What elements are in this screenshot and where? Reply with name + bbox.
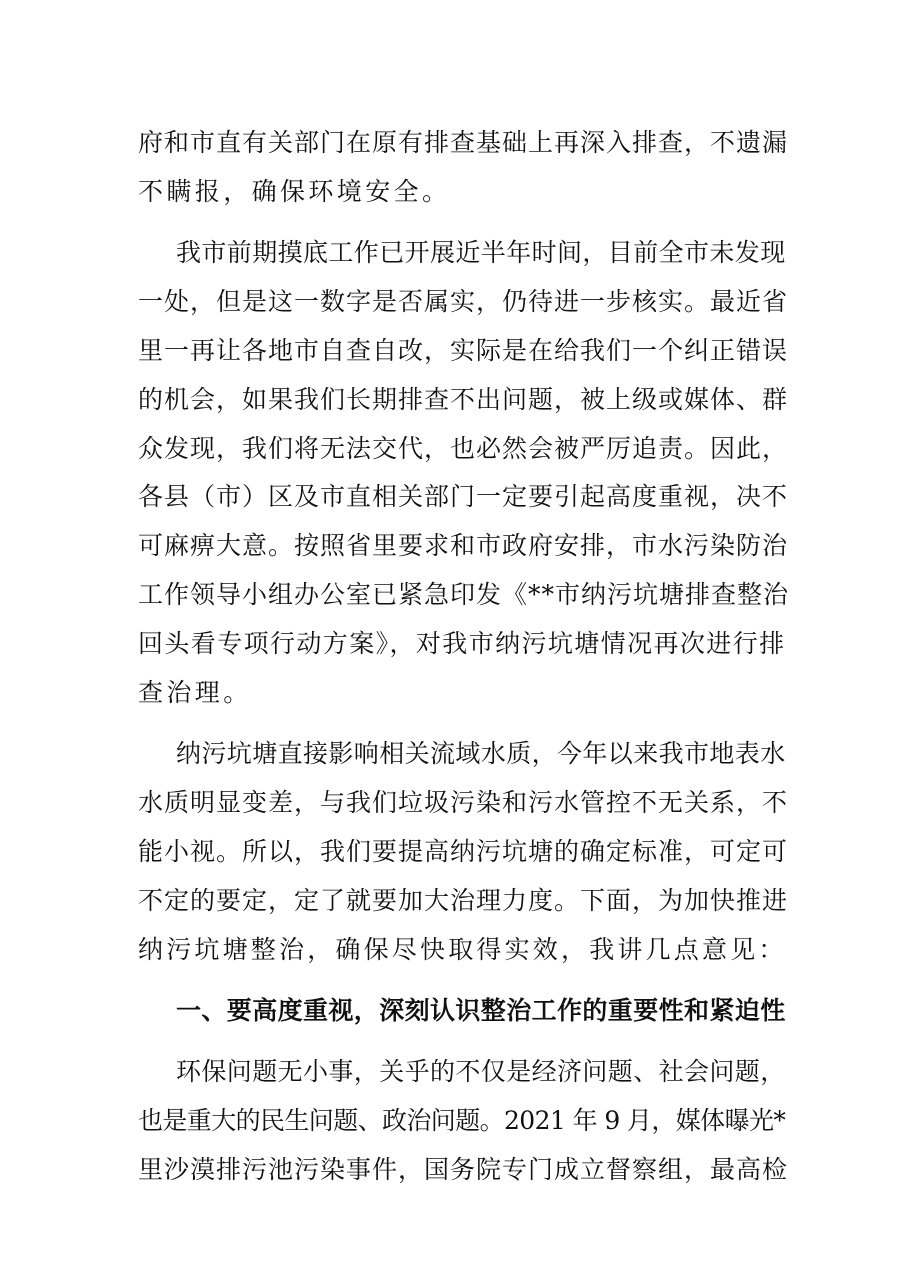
paragraph-line: 环保问题无小事，关乎的不仅是经济问题、社会问题， <box>176 1057 786 1086</box>
section-heading: 一、要高度重视，深刻认识整治工作的重要性和紧迫性 <box>176 996 786 1025</box>
paragraph-line: 能小视。所以，我们要提高纳污坑塘的确定标准，可定可 <box>138 837 789 866</box>
paragraph-line: 工作领导小组办公室已紧急印发《**市纳污坑塘排查整治 <box>138 580 790 609</box>
paragraph-line: 里一再让各地市自查自改，实际是在给我们一个纠正错误 <box>138 336 789 365</box>
paragraph-line: 水质明显变差，与我们垃圾污染和污水管控不无关系，不 <box>138 788 789 817</box>
paragraph-line: 纳污坑塘直接影响相关流域水质，今年以来我市地表水 <box>176 739 786 768</box>
paragraph-line: 一处，但是这一数字是否属实，仍待进一步核实。最近省 <box>138 287 789 316</box>
paragraph-line: 的机会，如果我们长期排查不出问题，被上级或媒体、群 <box>138 385 789 414</box>
paragraph-line: 府和市直有关部门在原有排查基础上再深入排查，不遗漏 <box>138 128 789 157</box>
paragraph-line: 不定的要定，定了就要加大治理力度。下面，为加快推进 <box>138 886 789 915</box>
paragraph-line: 纳污坑塘整治，确保尽快取得实效，我讲几点意见： <box>138 935 787 964</box>
paragraph-line: 各县（市）区及市直相关部门一定要引起高度重视，决不 <box>138 482 789 511</box>
paragraph-line: 众发现，我们将无法交代，也必然会被严厉追责。因此， <box>138 434 789 463</box>
paragraph-line: 回头看专项行动方案》，对我市纳污坑塘情况再次进行排 <box>138 629 786 658</box>
paragraph-line: 查治理。 <box>138 678 252 707</box>
paragraph-line: 里沙漠排污池污染事件，国务院专门成立督察组，最高检 <box>138 1155 789 1184</box>
paragraph-line: 我市前期摸底工作已开展近半年时间，目前全市未发现 <box>176 238 786 267</box>
paragraph-line: 也是重大的民生问题、政治问题。2021 年 9 月，媒体曝光* <box>138 1106 786 1135</box>
paragraph-line: 可麻痹大意。按照省里要求和市政府安排，市水污染防治 <box>138 531 789 560</box>
paragraph-line: 不瞒报，确保环境安全。 <box>138 177 451 206</box>
